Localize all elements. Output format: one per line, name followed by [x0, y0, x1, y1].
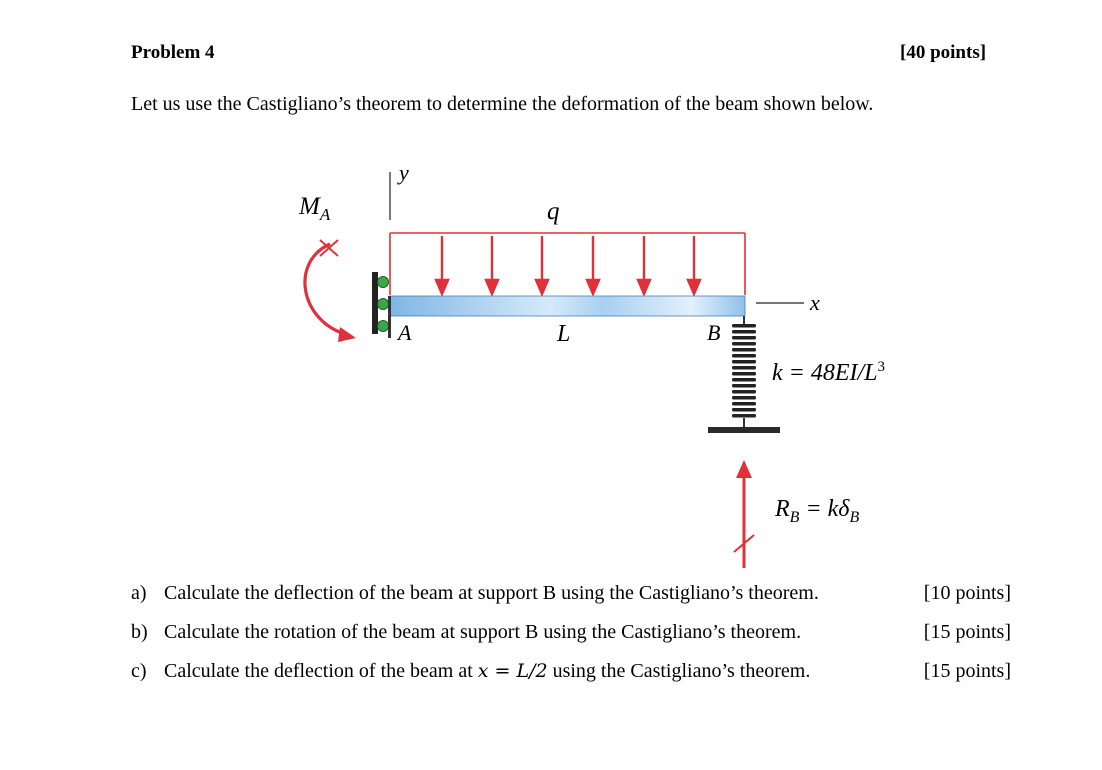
- question-letter: b): [131, 621, 148, 643]
- question-text: Calculate the deflection of the beam at x = L/2 using the Castigliano’s theorem.: [164, 660, 811, 682]
- left-support: [372, 272, 391, 338]
- length-label: L: [557, 321, 571, 347]
- y-axis-label: y: [399, 160, 409, 185]
- spring-stiffness-label: $k = 48EI/L^3$: [772, 359, 886, 386]
- beam: [390, 296, 745, 316]
- x-axis-label: x: [810, 290, 820, 315]
- question-points: [15 points]: [923, 621, 1011, 643]
- question-text: Calculate the deflection of the beam at support B using the Castigliano’s theorem.: [164, 582, 819, 604]
- point-a-label: A: [398, 320, 412, 345]
- question-a: [131, 582, 1011, 608]
- distributed-load: [390, 233, 745, 295]
- reaction-arrow: [734, 460, 754, 568]
- point-b-label: B: [707, 320, 721, 345]
- load-label: q: [547, 198, 560, 225]
- reaction-label: $R_B = k\delta_B$: [775, 496, 860, 526]
- problem-title: Problem 4: [131, 42, 215, 63]
- math-expression: x = L/2: [477, 660, 548, 682]
- question-letter: c): [131, 660, 147, 682]
- question-letter: a): [131, 582, 147, 604]
- question-points: [15 points]: [923, 660, 1011, 682]
- moment-arrow: [305, 240, 356, 342]
- problem-points: [40 points]: [900, 42, 987, 63]
- question-c: [131, 660, 1011, 686]
- question-text: Calculate the rotation of the beam at support B using the Castigliano’s theorem.: [164, 621, 802, 643]
- moment-label: $M_A$: [299, 193, 331, 224]
- intro-text: Let us use the Castigliano’s theorem to determine the deformation of the beam shown below.: [131, 93, 874, 115]
- question-b: [131, 621, 1011, 647]
- question-points: [10 points]: [923, 582, 1011, 604]
